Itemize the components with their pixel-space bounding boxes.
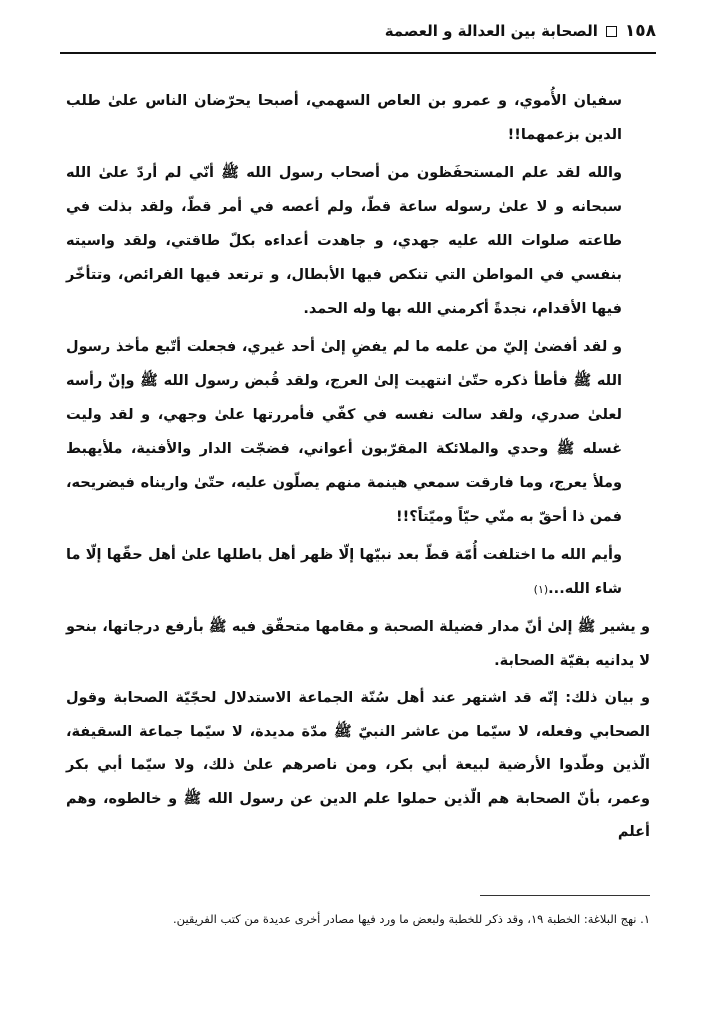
- quote-paragraph-text: وأيم الله ما اختلفت أُمّة قطّ بعد نبيّها إلّا ظهر أهل باطلها علىٰ أهل حقّها إلّا ما شاء الله...: [66, 547, 622, 597]
- footnote-marker: (١): [533, 583, 549, 596]
- quote-paragraph: والله لقد علم المستحفَظون من أصحاب رسول الله ﷺ أنّي لم أردّ علىٰ الله سبحانه و لا علىٰ رسوله ساعة قطّ، ولم أعصه في أمر قطّ، ولقد بذلت في طاعته صلوات الله عليه جهدي، و جاهدت أعداءه بكلّ طاقتي، ولقد واسيته بنفسي في المواطن التي تنكص فيها الأبطال، و ترتعد فيها الفرائص، وتتأخّر فيها الأقدام، نجدةً أكرمني الله بها وله الحمد.: [66, 165, 622, 317]
- square-ornament-icon: [606, 26, 617, 37]
- footnote-rule: [480, 895, 650, 896]
- body-text: [66, 84, 650, 854]
- page-number: ١٥٨: [624, 21, 656, 41]
- running-title: الصحابة بين العدالة و العصمة: [384, 22, 598, 40]
- quote-paragraph: [66, 538, 622, 607]
- quoted-sermon: [66, 84, 650, 607]
- main-paragraph: و بيان ذلك: إنّه قد اشتهر عند أهل سُنّة الجماعة الاستدلال لحجّيّة الصحابة وقول الصحابي وفعله، لا سيّما من عاشر النبيّ ﷺ مدّة مديدة، لا سيّما جماعة السقيفة، الّذين وطّدوا الأرضية لبيعة أبي بكر، ومن ناصرهم علىٰ ذلك، ولا سيّما أبي بكر وعمر، بأنّ الصحابة هم الّذين حملوا علم الدين عن رسول الله ﷺ و خالطوه، وهم أعلم: [66, 690, 650, 840]
- main-paragraph: و يشير ﷺ إلىٰ أنّ مدار فضيلة الصحبة و مقامها متحقّق فيه ﷺ بأرفع درجاتها، بنحو لا يدانيه بقيّة الصحابة.: [66, 619, 650, 669]
- footnote: ١. نهج البلاغة: الخطبة ١٩، وقد ذكر للخطبة ولبعض ما ورد فيها مصادر أخرى عديدة من كتب الفريقين.: [173, 912, 650, 926]
- quote-paragraph: سفيان الأُموي، و عمرو بن العاص السهمي، أصبحا يحرّضان الناس علىٰ طلب الدين بزعمهما!!: [66, 93, 622, 143]
- main-commentary: [66, 611, 650, 850]
- running-header: [60, 16, 656, 46]
- header-rule: [60, 52, 656, 54]
- quote-paragraph: و لقد أفضىٰ إليّ من علمه ما لم يفضِ إلىٰ أحد غيري، فجعلت أتّبع مأخذ رسول الله ﷺ فأطأ ذكره حتّىٰ انتهيت إلىٰ العرج، ولقد قُبض رسول الله ﷺ وإنّ رأسه لعلىٰ صدري، ولقد سالت نفسه في كفّي فأمررتها علىٰ وجهي، و لقد وليت غسله ﷺ وحدي والملائكة المقرّبون أعواني، فضجّت الدار والأفنية، ملأيهبط وملأ يعرج، وما فارقت سمعي هينمة منهم يصلّون عليه، حتّىٰ واريناه فيضريحه، فمن ذا أحقّ به منّي حيّاً وميّتاً؟!!: [66, 339, 622, 525]
